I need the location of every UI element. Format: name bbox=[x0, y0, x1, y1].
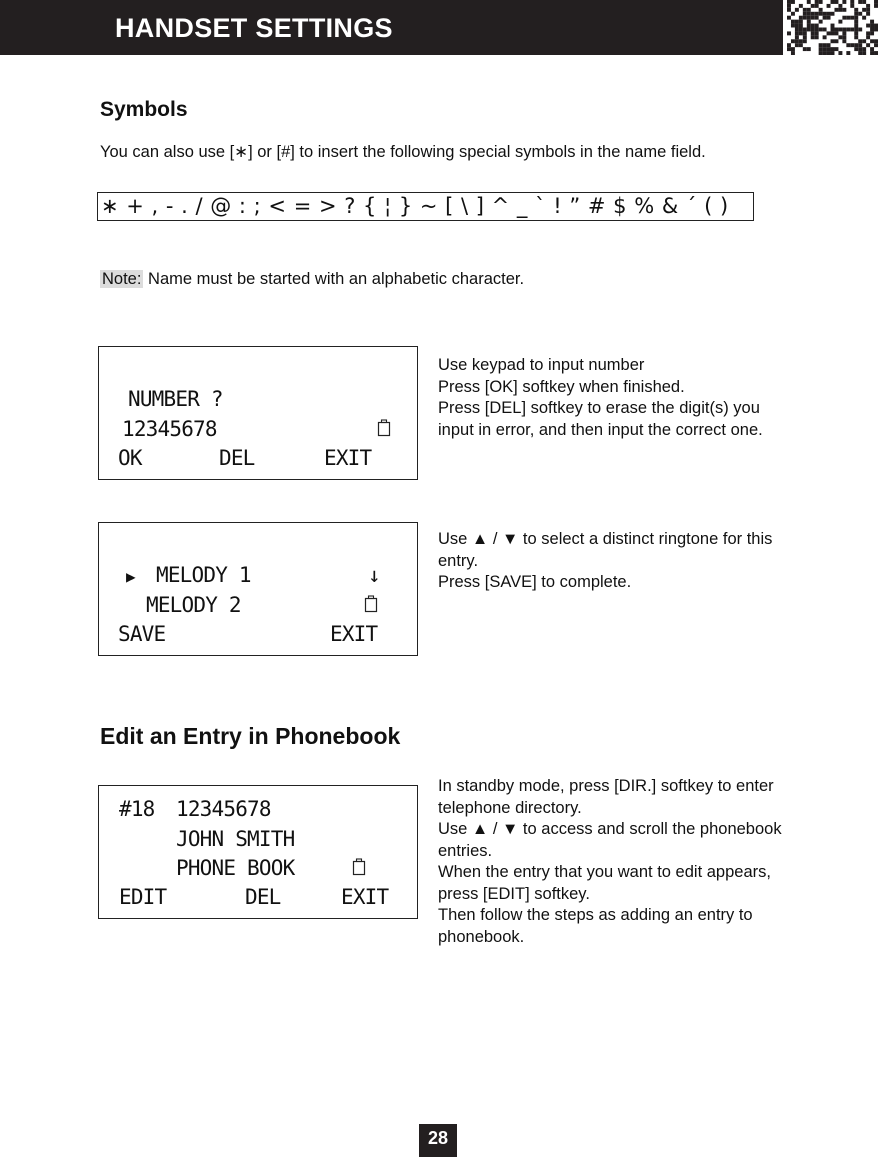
description-line: In standby mode, press [DIR.] softkey to enter telephone directory. bbox=[438, 777, 774, 817]
symbol-list: ∗ + , - . / @ : ; < = > ? { ¦ } ~ [ \ ] ^ _ ` ! ” # $ % & ´ ( ) bbox=[97, 192, 754, 221]
softkey-edit: EDIT bbox=[119, 885, 167, 909]
note-text: Name must be started with an alphabetic character. bbox=[143, 270, 525, 288]
description-line: Use keypad to input number bbox=[438, 356, 645, 374]
symbols-intro: You can also use [∗] or [#] to insert the following special symbols in the name field. bbox=[100, 143, 706, 161]
lcd-number-screen bbox=[98, 346, 418, 480]
decorative-pattern-icon bbox=[787, 0, 878, 55]
softkey-del: DEL bbox=[245, 885, 281, 909]
edit-entry-heading: Edit an Entry in Phonebook bbox=[100, 723, 401, 749]
lcd-entry-name: JOHN SMITH bbox=[176, 827, 295, 851]
battery-icon bbox=[377, 419, 391, 437]
softkey-exit: EXIT bbox=[330, 622, 378, 646]
description-line: Press [SAVE] to complete. bbox=[438, 573, 632, 591]
description-line: Use ▲ / ▼ to access and scroll the phonebook entries. bbox=[438, 820, 782, 860]
description-line: Press [DEL] softkey to erase the digit(s) you input in error, and then input the correct one. bbox=[438, 399, 763, 439]
note-label: Note: bbox=[102, 270, 142, 288]
header-bar bbox=[0, 0, 783, 55]
description-line: When the entry that you want to edit appears, press [EDIT] softkey. bbox=[438, 863, 771, 903]
softkey-ok: OK bbox=[118, 446, 142, 470]
lcd-melody-option-1: MELODY 1 bbox=[156, 563, 251, 587]
number-screen-description bbox=[438, 355, 798, 441]
battery-icon bbox=[364, 595, 378, 613]
softkey-del: DEL bbox=[219, 446, 255, 470]
scroll-down-icon: ↓ bbox=[368, 563, 380, 587]
note bbox=[100, 268, 524, 290]
lcd-melody-option-2: MELODY 2 bbox=[146, 593, 241, 617]
battery-icon bbox=[352, 858, 366, 876]
lcd-melody-screen bbox=[98, 522, 418, 656]
description-line: Press [OK] softkey when finished. bbox=[438, 377, 685, 396]
lcd-entry-group: PHONE BOOK bbox=[176, 856, 295, 880]
lcd-number-prompt: NUMBER ? bbox=[128, 387, 223, 411]
page-title: HANDSET SETTINGS bbox=[115, 13, 393, 43]
selection-cursor-icon: ▶ bbox=[126, 567, 135, 586]
lcd-entry-number: 12345678 bbox=[176, 797, 271, 821]
lcd-number-value: 12345678 bbox=[122, 417, 217, 441]
lcd-entry-index: #18 bbox=[119, 797, 155, 821]
melody-screen-description bbox=[438, 529, 798, 594]
page-number: 28 bbox=[419, 1124, 457, 1157]
description-line: Then follow the steps as adding an entry to phonebook. bbox=[438, 906, 753, 946]
lcd-phonebook-entry-screen bbox=[98, 785, 418, 919]
description-line: Use ▲ / ▼ to select a distinct ringtone for this entry. bbox=[438, 530, 773, 570]
softkey-exit: EXIT bbox=[341, 885, 389, 909]
softkey-save: SAVE bbox=[118, 622, 166, 646]
softkey-exit: EXIT bbox=[324, 446, 372, 470]
symbols-heading: Symbols bbox=[100, 98, 188, 121]
edit-entry-description bbox=[438, 776, 798, 948]
